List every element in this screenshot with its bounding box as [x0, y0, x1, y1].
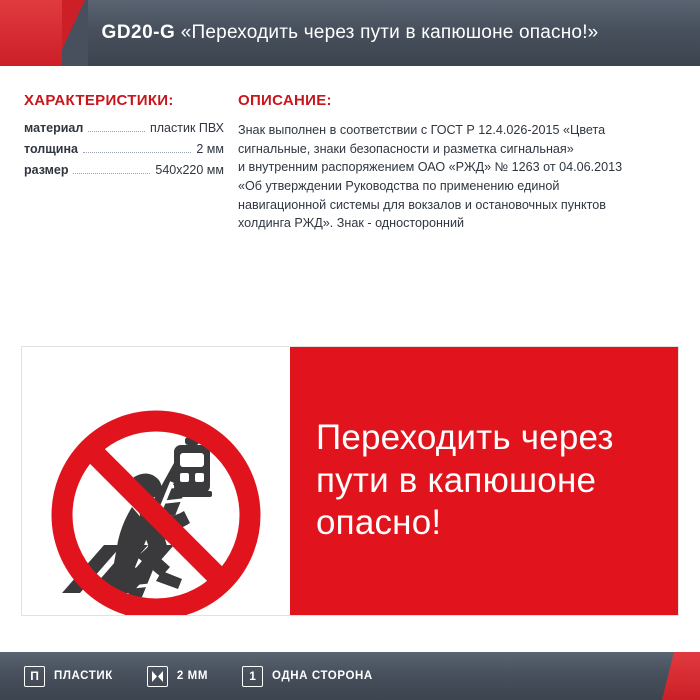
footer-item-material: [24, 666, 113, 687]
no-crossing-tracks-hood-icon: [22, 347, 290, 615]
footer-label-thickness: 2 ММ: [176, 670, 209, 682]
sign-preview: [22, 347, 678, 615]
sign-pictogram-panel: [22, 347, 290, 615]
thickness-icon: [147, 666, 168, 687]
footer-label-material: ПЛАСТИК: [54, 670, 113, 682]
spec-label: материал: [24, 121, 84, 135]
specs-heading: ХАРАКТЕРИСТИКИ:: [24, 92, 174, 109]
description-heading: ОПИСАНИЕ:: [238, 92, 332, 109]
footer-item-thickness: [147, 666, 208, 687]
spec-value: пластик ПВХ: [149, 121, 224, 135]
description-line: и внутренним распоряжением ОАО «РЖД» № 1263 от 04.06.2013: [238, 160, 623, 175]
spec-label: размер: [24, 163, 69, 177]
spec-value: 2 мм: [196, 142, 224, 156]
spec-dot-leader: [88, 131, 145, 132]
description-line: сигнальные, знаки безопасности и разметка сигнальная»: [238, 141, 574, 156]
spec-row: [24, 121, 224, 135]
spec-dot-leader: [83, 152, 191, 153]
footer-item-sides: [242, 666, 373, 687]
description-text: [238, 121, 676, 233]
spec-value: 540х220 мм: [155, 163, 224, 177]
sign-caption: Переходить через пути в капюшоне опасно!: [316, 417, 614, 543]
description-line: холдинга РЖД». Знак - односторонний: [238, 216, 465, 231]
description-line: навигационной системы для вокзалов и остановочных пунктов: [238, 197, 606, 212]
footer-label-sides: ОДНА СТОРОНА: [272, 670, 373, 682]
product-code: GD20-G: [101, 22, 176, 43]
plastic-icon: П: [24, 666, 45, 687]
spec-dot-leader: [73, 173, 150, 174]
info-section: [0, 66, 700, 233]
spec-label: толщина: [24, 142, 78, 156]
one-side-icon: 1: [242, 666, 263, 687]
product-title: «Переходить через пути в капюшоне опасно!»: [180, 22, 599, 43]
page-title: [102, 22, 599, 44]
thickness-arrows-icon: [151, 670, 164, 683]
header-bar: [0, 0, 700, 66]
sign-caption-panel: [290, 347, 678, 615]
description-line: «Об утверждении Руководства по применению единой: [238, 178, 560, 193]
spec-row: [24, 142, 224, 156]
description-column: [224, 92, 676, 233]
specs-column: [24, 92, 224, 233]
description-line: Знак выполнен в соответствии с ГОСТ Р 12.4.026-2015 «Цвета: [238, 123, 606, 137]
footer-bar: [0, 652, 700, 700]
spec-row: [24, 163, 224, 177]
